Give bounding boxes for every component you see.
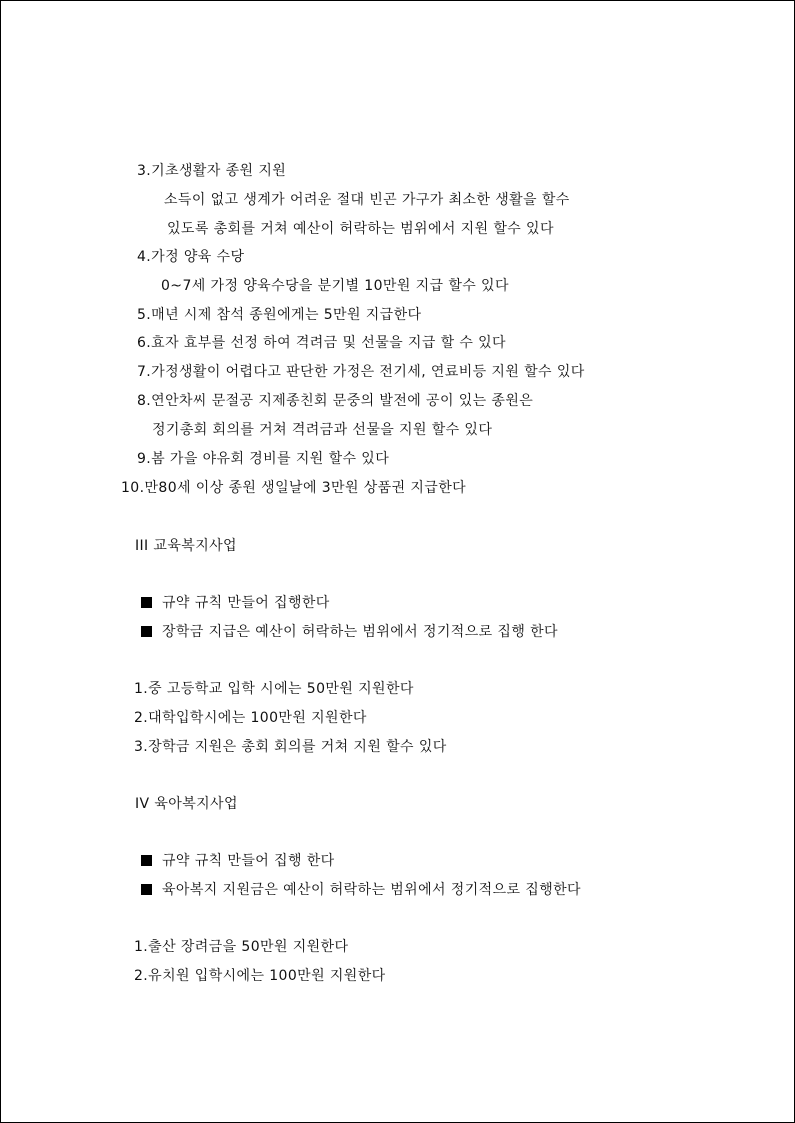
education-item-1: 1.중 고등학교 입학 시에는 50만원 지원한다	[134, 681, 414, 697]
childcare-rule-1	[141, 851, 335, 871]
welfare-item-6-title: 6.효자 효부를 선정 하여 격려금 및 선물을 지급 할 수 있다	[137, 335, 506, 351]
education-rule-2	[141, 622, 558, 642]
welfare-item-3-line-1: 소득이 없고 생계가 어려운 절대 빈곤 가구가 최소한 생활을 할수	[164, 192, 570, 208]
education-heading: III 교육복지사업	[135, 538, 237, 554]
welfare-item-10-title: 10.만80세 이상 종원 생일날에 3만원 상품권 지급한다	[121, 480, 467, 496]
welfare-item-4-title: 4.가정 양육 수당	[137, 249, 245, 265]
welfare-item-9-title: 9.봄 가을 야유회 경비를 지원 할수 있다	[137, 451, 390, 467]
welfare-item-5-title: 5.매년 시제 참석 종원에게는 5만원 지급한다	[137, 307, 422, 323]
welfare-item-3-title: 3.기초생활자 종원 지원	[137, 163, 287, 179]
childcare-rule-2-text: 육아복지 지원금은 예산이 허락하는 범위에서 정기적으로 집행한다	[162, 882, 581, 898]
education-rule-1	[141, 593, 330, 613]
childcare-heading: IV 육아복지사업	[135, 796, 238, 812]
education-rule-1-text: 규약 규칙 만들어 집행한다	[162, 595, 330, 611]
square-bullet-icon	[141, 597, 152, 608]
welfare-item-8-title: 8.연안차씨 문절공 지제종친회 문중의 발전에 공이 있는 종원은	[137, 393, 534, 409]
education-item-2: 2.대학입학시에는 100만원 지원한다	[134, 710, 367, 726]
education-rule-2-text: 장학금 지급은 예산이 허락하는 범위에서 정기적으로 집행 한다	[162, 624, 558, 640]
welfare-item-7-title: 7.가정생활이 어렵다고 판단한 가정은 전기세, 연료비등 지원 할수 있다	[137, 364, 585, 380]
education-item-3: 3.장학금 지원은 총회 회의를 거쳐 지원 할수 있다	[134, 739, 447, 755]
square-bullet-icon	[141, 884, 152, 895]
welfare-item-4-line-1: 0~7세 가정 양육수당을 분기별 10만원 지급 할수 있다	[161, 278, 509, 294]
square-bullet-icon	[141, 855, 152, 866]
childcare-rule-2	[141, 880, 581, 900]
square-bullet-icon	[141, 626, 152, 637]
childcare-rule-1-text: 규약 규칙 만들어 집행 한다	[162, 853, 335, 869]
welfare-item-3-line-2: 있도록 총회를 거쳐 예산이 허락하는 범위에서 지원 할수 있다	[167, 221, 554, 237]
childcare-item-1: 1.출산 장려금을 50만원 지원한다	[134, 939, 349, 955]
welfare-item-8-line-1: 정기총회 회의를 거쳐 격려금과 선물을 지원 할수 있다	[152, 422, 493, 438]
childcare-item-2: 2.유치원 입학시에는 100만원 지원한다	[134, 968, 386, 984]
